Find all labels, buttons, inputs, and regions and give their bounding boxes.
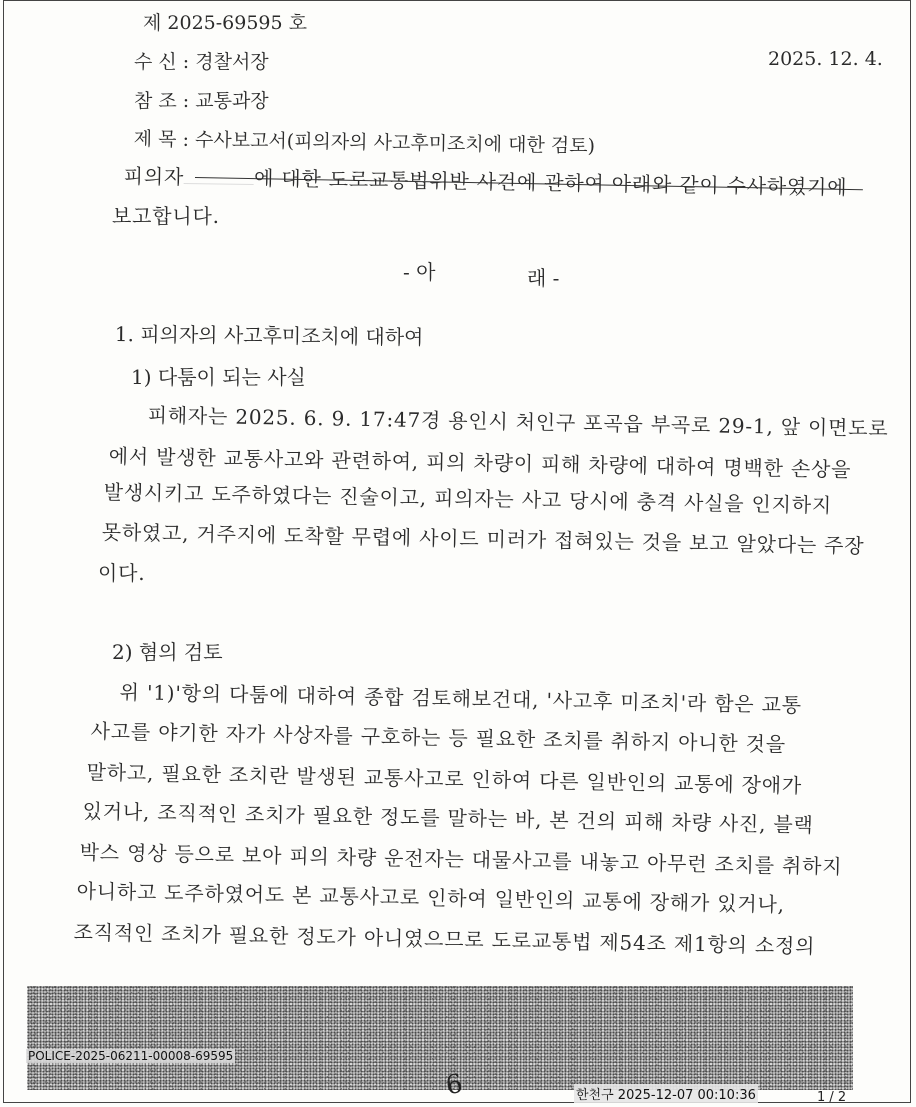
handwritten-mark: 6 <box>443 1068 466 1102</box>
redacted-name <box>184 169 254 185</box>
intro-part-2: 에 대한 도로교통법위반 사건에 관하여 아래와 같이 수사하였기에 <box>253 166 848 200</box>
report-date: 2025. 12. 4. <box>768 48 883 70</box>
subject-label: 제 목 : <box>133 127 190 151</box>
doc-number: 제 2025-69595 호 <box>143 12 308 34</box>
facts-line-4: 못하였고, 거주지에 도착할 무렵에 사이드 미러가 접혀있는 것을 보고 알았다는 주장 <box>101 519 865 558</box>
review-line-6: 아니하고 도주하였어도 본 교통사고로 인하여 일반인의 교통에 장해가 있거나, <box>76 878 786 917</box>
subject-value: 수사보고서(피의자의 사고후미조치에 대한 검토) <box>194 128 596 158</box>
document-id: POLICE-2025-06211-00008-69595 <box>28 1049 234 1063</box>
review-line-5: 박스 영상 등으로 보아 피의 차량 운전자는 대물사고를 내놓고 아무런 조치를 취하지 <box>79 839 843 879</box>
recipient-value: 경찰서장 <box>195 51 269 73</box>
facts-line-2: 에서 발생한 교통사고와 관련하여, 피의 차량이 피해 차량에 대하여 명백한 손상을 <box>108 443 852 482</box>
notice-right: 래 - <box>527 266 560 290</box>
facts-line-3: 발생시키고 도주하였다는 진술이고, 피의자는 사고 당시에 충격 사실을 인지하지 <box>103 479 833 518</box>
review-line-2: 사고를 야기한 자가 사상자를 구호하는 등 필요한 조치를 취하지 아니한 것을 <box>90 718 787 757</box>
subsection-1-title: 1) 다툼이 되는 사실 <box>131 365 306 389</box>
reference-label: 참 조 : <box>134 90 190 112</box>
subsection-2-title: 2) 혐의 검토 <box>112 640 223 664</box>
facts-line-1: 피해자는 2025. 6. 9. 17:47경 용인시 처인구 포곡읍 부곡로 29-1, 앞 이면도로 <box>147 402 889 441</box>
fax-timestamp: 한천구 2025-12-07 00:10:36 <box>574 1084 758 1103</box>
review-line-3: 말하고, 필요한 조치란 발생된 교통사고로 인하여 다른 일반인의 교통에 장애가 <box>86 759 803 798</box>
review-line-4: 있거나, 조직적인 조치가 필요한 정도를 말하는 바, 본 건의 피해 차량 사진, 블랙 <box>82 798 814 838</box>
recipient-label: 수 신 : <box>134 51 190 73</box>
notice-left: - 아 <box>403 260 436 284</box>
facts-line-5: 이다. <box>98 561 146 585</box>
scan-noise-band <box>27 986 853 1090</box>
intro-line-2: 보고합니다. <box>112 204 220 228</box>
review-line-1: 위 '1)'항의 다툼에 대하여 종합 검토해보건대, '사고후 미조치'라 함은 교통 <box>119 679 803 718</box>
section-1-title: 1. 피의자의 사고후미조치에 대하여 <box>114 321 424 350</box>
page-number: 1 / 2 <box>817 1090 847 1105</box>
recipient-line <box>134 47 269 74</box>
reference-line <box>134 86 269 113</box>
intro-part-1: 피의자 <box>123 163 185 189</box>
review-line-7: 조직적인 조치가 필요한 정도가 아니였으므로 도로교통법 제54조 제1항의 소정의 <box>73 919 816 959</box>
reference-value: 교통과장 <box>195 90 269 112</box>
